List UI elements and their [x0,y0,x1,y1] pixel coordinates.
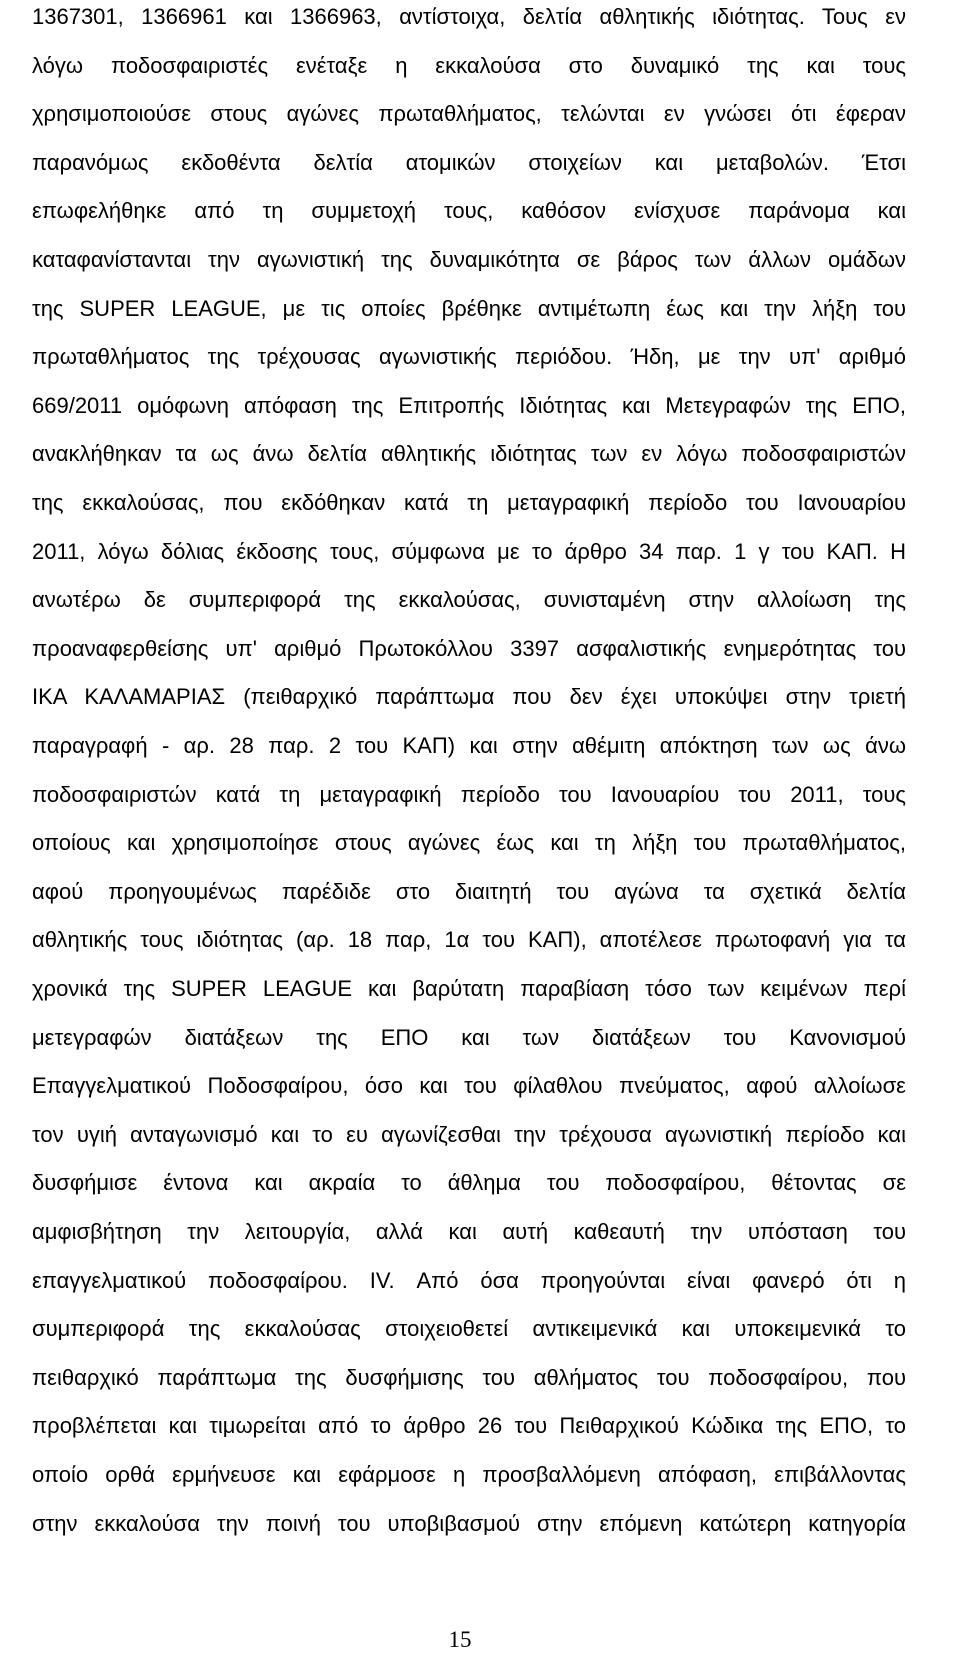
text-line: συμπεριφορά της εκκαλούσας στοιχειοθετεί αντικειμενικά και υποκειμενικά το [32,1316,906,1342]
text-line: πρωταθλήματος της τρέχουσας αγωνιστικής περιόδου. Ήδη, με την υπ' αριθμό [32,344,906,370]
text-line: παρανόμως εκδοθέντα δελτία ατομικών στοιχείων και μεταβολών. Έτσι [32,149,906,175]
text-line: ΙΚΑ ΚΑΛΑΜΑΡΙΑΣ (πειθαρχικό παράπτωμα που δεν έχει υποκύψει στην τριετή [32,684,906,710]
text-line: 669/2011 ομόφωνη απόφαση της Επιτροπής Ιδιότητας και Μετεγραφών της ΕΠΟ, [32,392,906,418]
text-line: δυσφήμισε έντονα και ακραία το άθλημα του ποδοσφαίρου, θέτοντας σε [32,1170,906,1196]
text-line: ανακλήθηκαν τα ως άνω δελτία αθλητικής ιδιότητας των εν λόγω ποδοσφαιριστών [32,441,906,467]
text-line: Επαγγελματικού Ποδοσφαίρου, όσο και του φίλαθλου πνεύματος, αφού αλλοίωσε [32,1073,906,1099]
text-line: οποίους και χρησιμοποίησε στους αγώνες έως και τη λήξη του πρωταθλήματος, [32,830,906,856]
text-line: μετεγραφών διατάξεων της ΕΠΟ και των διατάξεων του Κανονισμού [32,1024,906,1050]
text-line: 1367301, 1366961 και 1366963, αντίστοιχα, δελτία αθλητικής ιδιότητας. Τους εν [32,4,906,29]
text-line: 2011, λόγω δόλιας έκδοσης τους, σύμφωνα με το άρθρο 34 παρ. 1 γ του ΚΑΠ. Η [32,538,906,564]
text-line: στην εκκαλούσα την ποινή του υποβιβασμού στην επόμενη κατώτερη κατηγορία [32,1510,906,1536]
text-line: της SUPER LEAGUE, με τις οποίες βρέθηκε αντιμέτωπη έως και την λήξη του [32,295,906,321]
page-number: 15 [448,1627,472,1652]
text-line: ανωτέρω δε συμπεριφορά της εκκαλούσας, συνισταμένη στην αλλοίωση της [32,587,906,613]
text-line: αθλητικής τους ιδιότητας (αρ. 18 παρ, 1α του ΚΑΠ), αποτέλεσε πρωτοφανή για τα [32,927,906,953]
text-line: παραγραφή - αρ. 28 παρ. 2 του ΚΑΠ) και στην αθέμιτη απόκτηση των ως άνω [32,733,906,758]
text-line: της εκκαλούσας, που εκδόθηκαν κατά τη μεταγραφική περίοδο του Ιανουαρίου [32,490,906,515]
text-line: τον υγιή ανταγωνισμό και το ευ αγωνίζεσθαι την τρέχουσα αγωνιστική περίοδο και [32,1121,906,1147]
text-line: προαναφερθείσης υπ' αριθμό Πρωτοκόλλου 3397 ασφαλιστικής ενημερότητας του [32,635,906,661]
text-line: χρονικά της SUPER LEAGUE και βαρύτατη παραβίαση τόσο των κειμένων περί [32,976,906,1001]
text-line: επαγγελματικού ποδοσφαίρου. IV. Από όσα προηγούνται είναι φανερό ότι η [32,1267,906,1293]
text-line: χρησιμοποιούσε στους αγώνες πρωταθλήματος, τελώνται εν γνώσει ότι έφεραν [32,101,906,127]
text-line: ποδοσφαιριστών κατά τη μεταγραφική περίοδο του Ιανουαρίου του 2011, τους [32,781,906,807]
text-line: οποίο ορθά ερμήνευσε και εφάρμοσε η προσβαλλόμενη απόφαση, επιβάλλοντας [32,1462,906,1487]
text-line: πειθαρχικό παράπτωμα της δυσφήμισης του αθλήματος του ποδοσφαίρου, που [32,1364,906,1390]
text-line: αμφισβήτηση την λειτουργία, αλλά και αυτή καθεαυτή την υπόσταση του [32,1219,906,1244]
text-line: καταφανίστανται την αγωνιστική της δυναμικότητα σε βάρος των άλλων ομάδων [32,247,906,272]
text-line: προβλέπεται και τιμωρείται από το άρθρο 26 του Πειθαρχικού Κώδικα της ΕΠΟ, το [32,1413,906,1439]
text-line: αφού προηγουμένως παρέδιδε στο διαιτητή του αγώνα τα σχετικά δελτία [32,878,906,904]
text-line: επωφελήθηκε από τη συμμετοχή τους, καθόσον ενίσχυσε παράνομα και [32,198,906,224]
text-line: λόγω ποδοσφαιριστές ενέταξε η εκκαλούσα στο δυναμικό της και τους [32,52,906,78]
